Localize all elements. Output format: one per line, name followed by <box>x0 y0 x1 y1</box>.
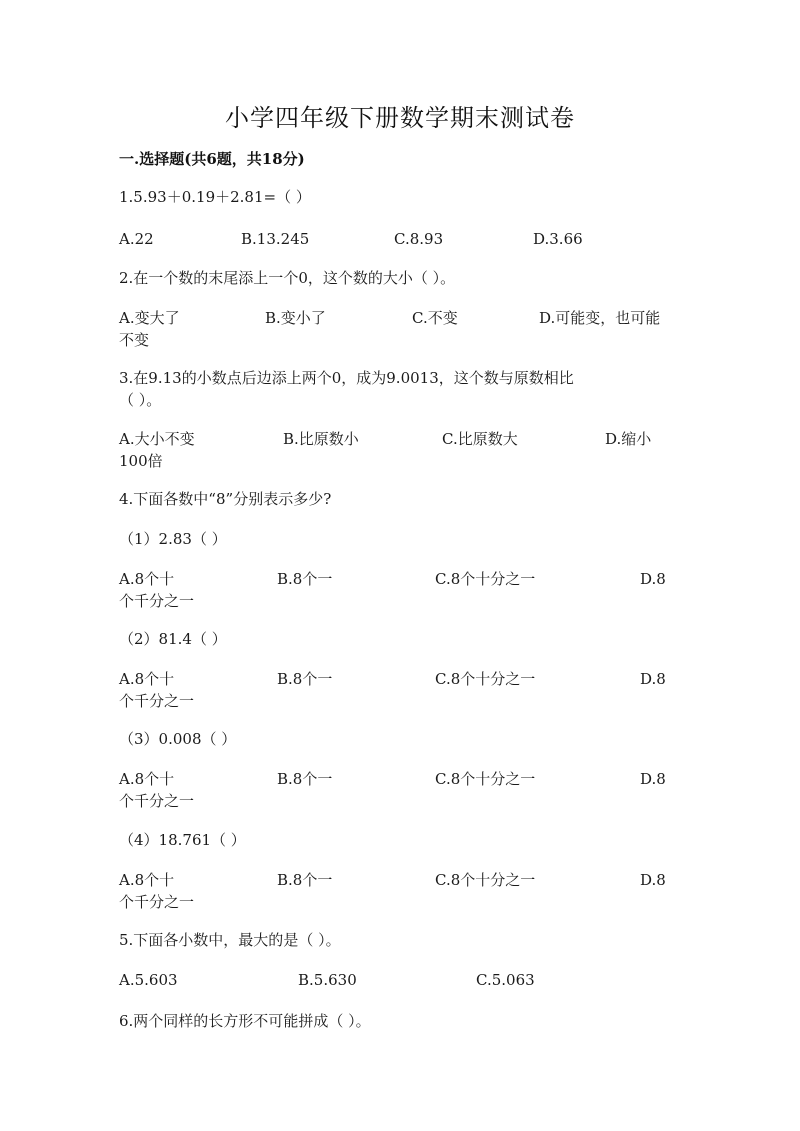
q2-option-b: B.变小了 <box>265 309 326 327</box>
q4-sub1-option-c: C.8个十分之一 <box>435 570 536 588</box>
q4-sub4-option-wrap: 个千分之一 <box>119 893 195 911</box>
q3-option-a: A.大小不变 <box>119 430 195 448</box>
q1-option-a: A.22 <box>119 230 154 248</box>
q4-sub1-option-b: B.8个一 <box>277 570 333 588</box>
q2-option-d: D.可能变，也可能 <box>539 309 661 327</box>
q4-sub3-option-b: B.8个一 <box>277 770 333 788</box>
q4-sub3-stem: （3）0.008（ ） <box>119 730 237 748</box>
q4-sub2-stem: （2）81.4（ ） <box>119 630 227 648</box>
question-3-stem-line1: 3.在9.13的小数点后边添上两个0，成为9.0013，这个数与原数相比 <box>119 369 574 387</box>
q5-option-c: C.5.063 <box>476 971 535 989</box>
q2-option-c: C.不变 <box>412 309 458 327</box>
q4-sub1-option-d: D.8 <box>640 570 666 588</box>
q4-sub2-option-d: D.8 <box>640 670 666 688</box>
q4-sub3-option-d: D.8 <box>640 770 666 788</box>
q4-sub4-option-d: D.8 <box>640 871 666 889</box>
page-title: 小学四年级下册数学期末测试卷 <box>225 104 575 132</box>
q4-sub2-option-c: C.8个十分之一 <box>435 670 536 688</box>
q2-option-wrap: 不变 <box>119 331 150 349</box>
q4-sub1-option-wrap: 个千分之一 <box>119 592 195 610</box>
q2-option-a: A.变大了 <box>119 309 180 327</box>
q4-sub4-option-a: A.8个十 <box>119 871 175 889</box>
q1-option-c: C.8.93 <box>394 230 444 248</box>
q1-option-d: D.3.66 <box>533 230 583 248</box>
q5-option-b: B.5.630 <box>298 971 357 989</box>
q4-sub2-option-b: B.8个一 <box>277 670 333 688</box>
q3-option-b: B.比原数小 <box>283 430 359 448</box>
q1-option-b: B.13.245 <box>241 230 310 248</box>
q4-sub3-option-a: A.8个十 <box>119 770 175 788</box>
q5-option-a: A.5.603 <box>119 971 178 989</box>
question-6-stem: 6.两个同样的长方形不可能拼成（ ）。 <box>119 1012 371 1030</box>
q4-sub3-option-wrap: 个千分之一 <box>119 792 195 810</box>
q4-sub4-option-b: B.8个一 <box>277 871 333 889</box>
question-2-stem: 2.在一个数的末尾添上一个0，这个数的大小（ ）。 <box>119 269 456 287</box>
q3-option-wrap: 100倍 <box>119 452 163 470</box>
question-1-stem: 1.5.93＋0.19＋2.81=（ ） <box>119 188 311 206</box>
q3-option-c: C.比原数大 <box>442 430 518 448</box>
q4-sub3-option-c: C.8个十分之一 <box>435 770 536 788</box>
q4-sub1-option-a: A.8个十 <box>119 570 175 588</box>
question-5-stem: 5.下面各小数中，最大的是（ ）。 <box>119 931 341 949</box>
q4-sub1-stem: （1）2.83（ ） <box>119 530 227 548</box>
q3-option-d: D.缩小 <box>605 430 652 448</box>
q4-sub2-option-a: A.8个十 <box>119 670 175 688</box>
question-3-stem-line2: （ ）。 <box>119 391 162 409</box>
q4-sub4-stem: （4）18.761（ ） <box>119 831 246 849</box>
question-4-stem: 4.下面各数中“8”分别表示多少? <box>119 490 332 508</box>
q4-sub4-option-c: C.8个十分之一 <box>435 871 536 889</box>
section-heading: 一.选择题(共6题，共18分) <box>119 150 305 168</box>
q4-sub2-option-wrap: 个千分之一 <box>119 692 195 710</box>
